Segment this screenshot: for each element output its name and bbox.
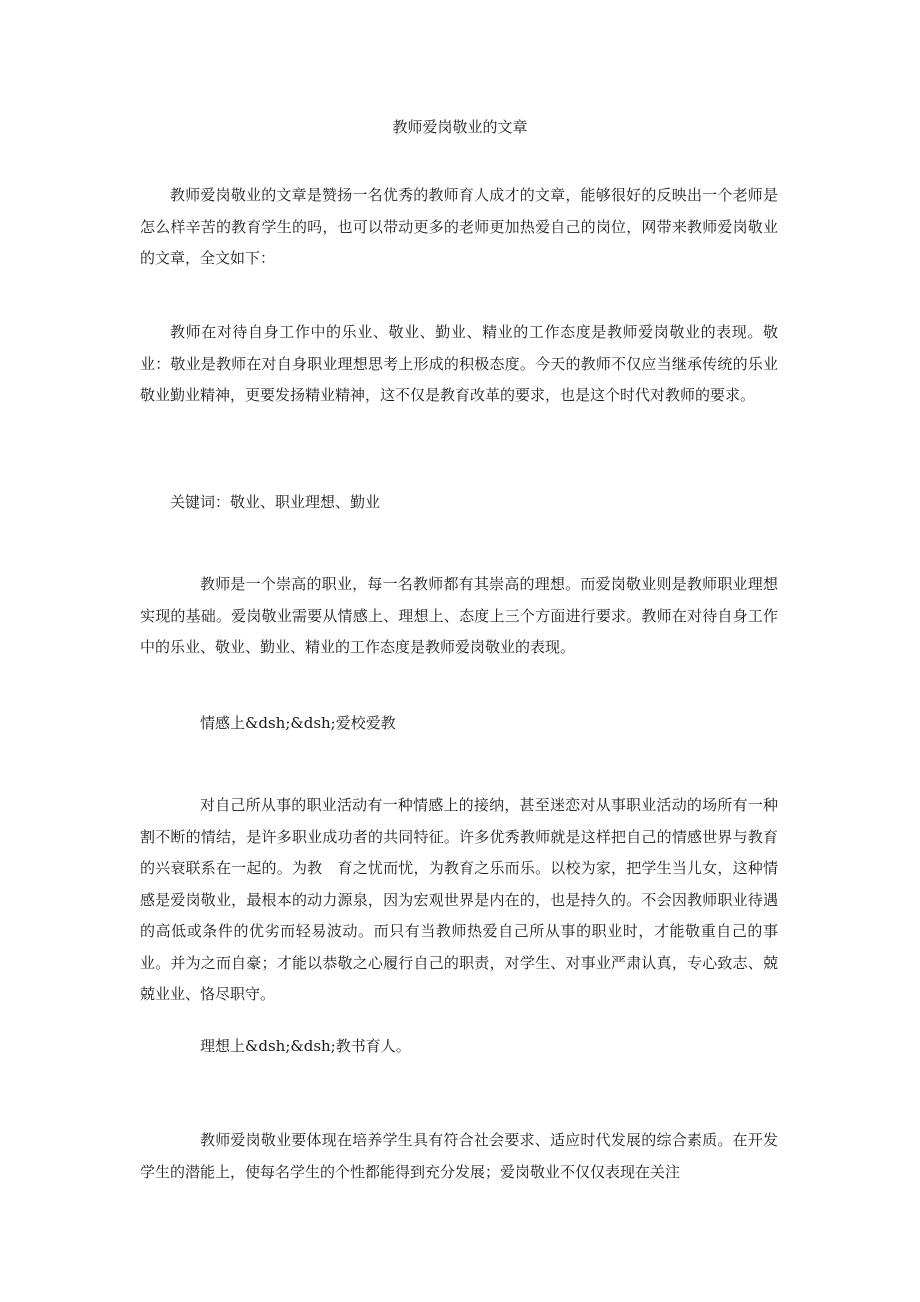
- section-heading: 情感上&dsh;&dsh;爱校爱教: [200, 714, 396, 732]
- keywords-line: 关键词：敬业、职业理想、勤业: [170, 493, 381, 511]
- body-paragraph: 教师在对待自身工作中的乐业、敬业、勤业、精业的工作态度是教师爱岗敬业的表现。敬业：敬业是教师在对自身职业理想思考上形成的积极态度。今天的教师不仅应当继承传统的乐业敬业勤业精神，更要发扬精业精神，这不仅是教育改革的要求，也是这个时代对教师的要求。: [140, 323, 778, 404]
- body-paragraph: 教师爱岗敬业要体现在培养学生具有符合社会要求、适应时代发展的综合素质。在开发学生的潜能上，使每名学生的个性都能得到充分发展；爱岗敬业不仅仅表现在关注: [140, 1131, 778, 1181]
- intro-paragraph: 教师爱岗敬业的文章是赞扬一名优秀的教师育人成才的文章，能够很好的反映出一个老师是怎么样辛苦的教育学生的吗，也可以带动更多的老师更加热爱自己的岗位，网带来教师爱岗敬业的文章，全文如下：: [140, 186, 778, 267]
- body-paragraph: 教师是一个崇高的职业，每一名教师都有其崇高的理想。而爱岗敬业则是教师职业理想实现的基础。爱岗敬业需要从情感上、理想上、态度上三个方面进行要求。教师在对待自身工作中的乐业、敬业、勤业、精业的工作态度是教师爱岗敬业的表现。: [140, 575, 778, 656]
- body-paragraph: 对自己所从事的职业活动有一种情感上的接纳，甚至迷恋对从事职业活动的场所有一种割不断的情结，是许多职业成功者的共同特征。许多优秀教师就是这样把自己的情感世界与教育的兴衰联系在一起的。为教 育之忧而忧，为教育之乐而乐。以校为家，把学生当儿女，这种情感是爱岗敬业，最根本的动力源泉，因为宏观世界是内在的，也是持久的。不会因教师职业待遇的高低或条件的优劣而轻易波动。而只有当教师热爱自己所从事的职业时，才能敬重自己的事业。并为之而自豪；才能以恭敬之心履行自己的职责，对学生、对事业严肃认真，专心致志、兢兢业业、恪尽职守。: [140, 796, 778, 1003]
- document-title: 教师爱岗敬业的文章: [392, 118, 528, 136]
- section-heading: 理想上&dsh;&dsh;教书育人。: [200, 1037, 411, 1055]
